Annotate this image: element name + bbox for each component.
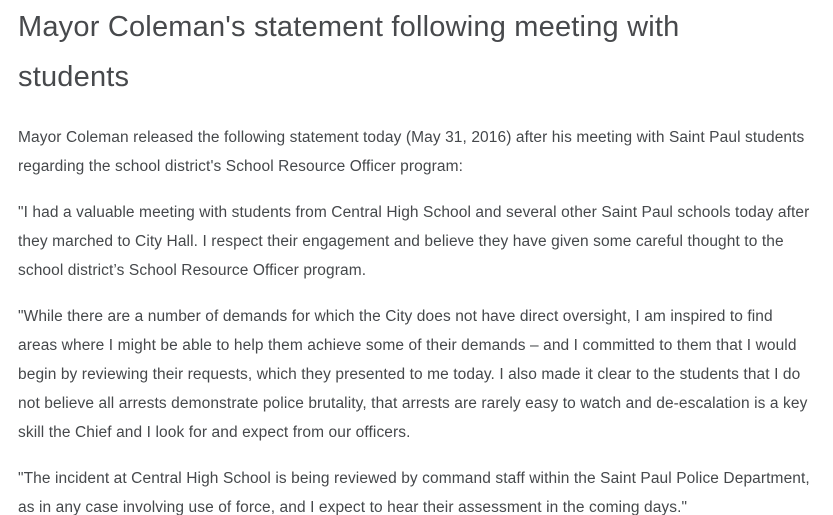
statement-paragraph: "The incident at Central High School is being reviewed by command staff within the Saint Paul Police Department, as in any case involving use of force, and I expect to hear their assessment in the coming days." xyxy=(18,470,810,515)
page-title: Mayor Coleman's statement following meeting with students xyxy=(18,11,680,93)
statement-paragraph: "I had a valuable meeting with students from Central High School and several other Saint Paul schools today after they marched to City Hall. I respect their engagement and believe they have given some careful thought to the school district’s School Resource Officer program. xyxy=(18,204,810,279)
statement-intro-paragraph: Mayor Coleman released the following statement today (May 31, 2016) after his meeting with Saint Paul students regarding the school district's School Resource Officer program: xyxy=(18,129,805,175)
statement-paragraph: "While there are a number of demands for which the City does not have direct oversight, I am inspired to find areas where I might be able to help them achieve some of their demands – and I committed to them that I would begin by reviewing their requests, which they presented to me today. I also made it clear to the students that I do not believe all arrests demonstrate police brutality, that arrests are rarely easy to watch and de-escalation is a key skill the Chief and I look for and expect from our officers. xyxy=(18,308,808,441)
